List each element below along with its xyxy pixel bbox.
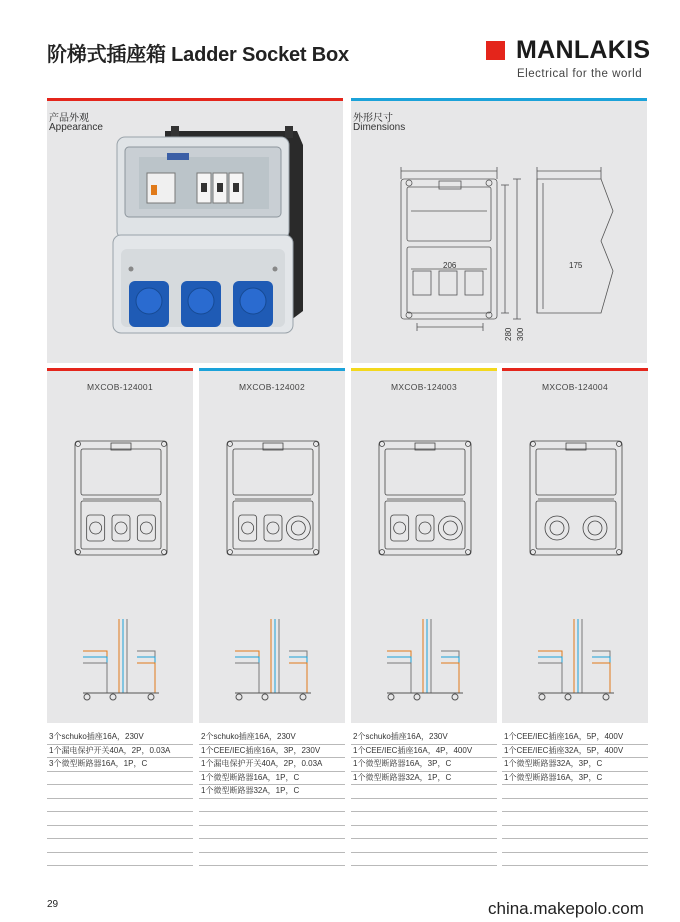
spec-line: [47, 853, 193, 867]
spec-line: [351, 799, 497, 813]
spec-line: [47, 826, 193, 840]
appearance-title-en: Appearance: [49, 122, 103, 133]
brand-tagline: Electrical for the world: [517, 68, 643, 80]
spec-line: 1个漏电保护开关40A，2P，0.03A: [199, 758, 345, 772]
spec-line: [199, 853, 345, 867]
brand-name: MANLAKIS: [516, 36, 651, 64]
spec-line: 1个CEE/IEC插座16A，4P，400V: [351, 745, 497, 759]
spec-line: 1个漏电保护开关40A，2P，0.03A: [47, 745, 193, 759]
brand-logo-square: [486, 41, 505, 60]
dim-width-label: 206: [443, 261, 457, 270]
spec-line: 1个CEE/IEC插座32A，5P，400V: [502, 745, 648, 759]
page-title: 阶梯式插座箱 Ladder Socket Box: [47, 44, 349, 66]
spec-line: [47, 812, 193, 826]
spec-line: [199, 839, 345, 853]
spec-line: 1个CEE/IEC插座16A，3P，230V: [199, 745, 345, 759]
spec-line: 2个schuko插座16A，230V: [199, 731, 345, 745]
spec-list-4: [502, 731, 648, 866]
spec-line: [351, 812, 497, 826]
model-panel-1: [47, 368, 193, 723]
spec-line: 1个微型断路器16A，3P，C: [351, 758, 497, 772]
spec-line: [502, 799, 648, 813]
spec-line: 3个微型断路器16A，1P，C: [47, 758, 193, 772]
dim-height-outer-label: 300: [516, 327, 525, 341]
spec-line: 1个微型断路器32A，3P，C: [502, 758, 648, 772]
model-drawing: [47, 371, 193, 723]
dimensions-title-zh: 外形尺寸: [353, 113, 393, 124]
dimensions-title-en: Dimensions: [353, 122, 406, 133]
spec-line: [199, 799, 345, 813]
spec-list-1: [47, 731, 193, 866]
spec-list-2: [199, 731, 345, 866]
dim-depth-label: 175: [569, 261, 583, 270]
spec-line: [47, 785, 193, 799]
spec-line: [199, 812, 345, 826]
model-code: MXCOB-124004: [542, 382, 608, 392]
model-code: MXCOB-124001: [87, 382, 153, 392]
spec-line: [47, 839, 193, 853]
spec-line: 2个schuko插座16A，230V: [351, 731, 497, 745]
appearance-panel: [47, 98, 343, 363]
source-watermark: china.makepolo.com: [488, 899, 644, 918]
model-panel-3: [351, 368, 497, 723]
spec-line: [199, 826, 345, 840]
dim-height-inner-label: 280: [504, 327, 513, 341]
product-photo: [47, 101, 343, 363]
spec-line: 1个微型断路器32A，1P，C: [351, 772, 497, 786]
page-number: 29: [47, 899, 59, 910]
dimension-drawing: [351, 101, 647, 363]
spec-line: [351, 826, 497, 840]
spec-line: 1个微型断路器16A，1P，C: [199, 772, 345, 786]
spec-line: 3个schuko插座16A，230V: [47, 731, 193, 745]
spec-line: [502, 839, 648, 853]
spec-line: 1个微型断路器32A，1P，C: [199, 785, 345, 799]
spec-line: [351, 839, 497, 853]
model-panel-4: [502, 368, 648, 723]
spec-line: [502, 812, 648, 826]
spec-line: [351, 853, 497, 867]
model-code: MXCOB-124002: [239, 382, 305, 392]
spec-line: [47, 799, 193, 813]
spec-list-3: [351, 731, 497, 866]
spec-line: [502, 785, 648, 799]
dimensions-panel: [351, 98, 647, 363]
spec-line: [502, 826, 648, 840]
appearance-title-zh: 产品外观: [49, 113, 89, 124]
spec-line: [351, 785, 497, 799]
model-panel-2: [199, 368, 345, 723]
spec-line: [502, 853, 648, 867]
spec-line: [47, 772, 193, 786]
model-drawing: [351, 371, 497, 723]
spec-line: 1个微型断路器16A，3P，C: [502, 772, 648, 786]
model-drawing: [502, 371, 648, 723]
spec-line: 1个CEE/IEC插座16A，5P，400V: [502, 731, 648, 745]
model-code: MXCOB-124003: [391, 382, 457, 392]
model-drawing: [199, 371, 345, 723]
